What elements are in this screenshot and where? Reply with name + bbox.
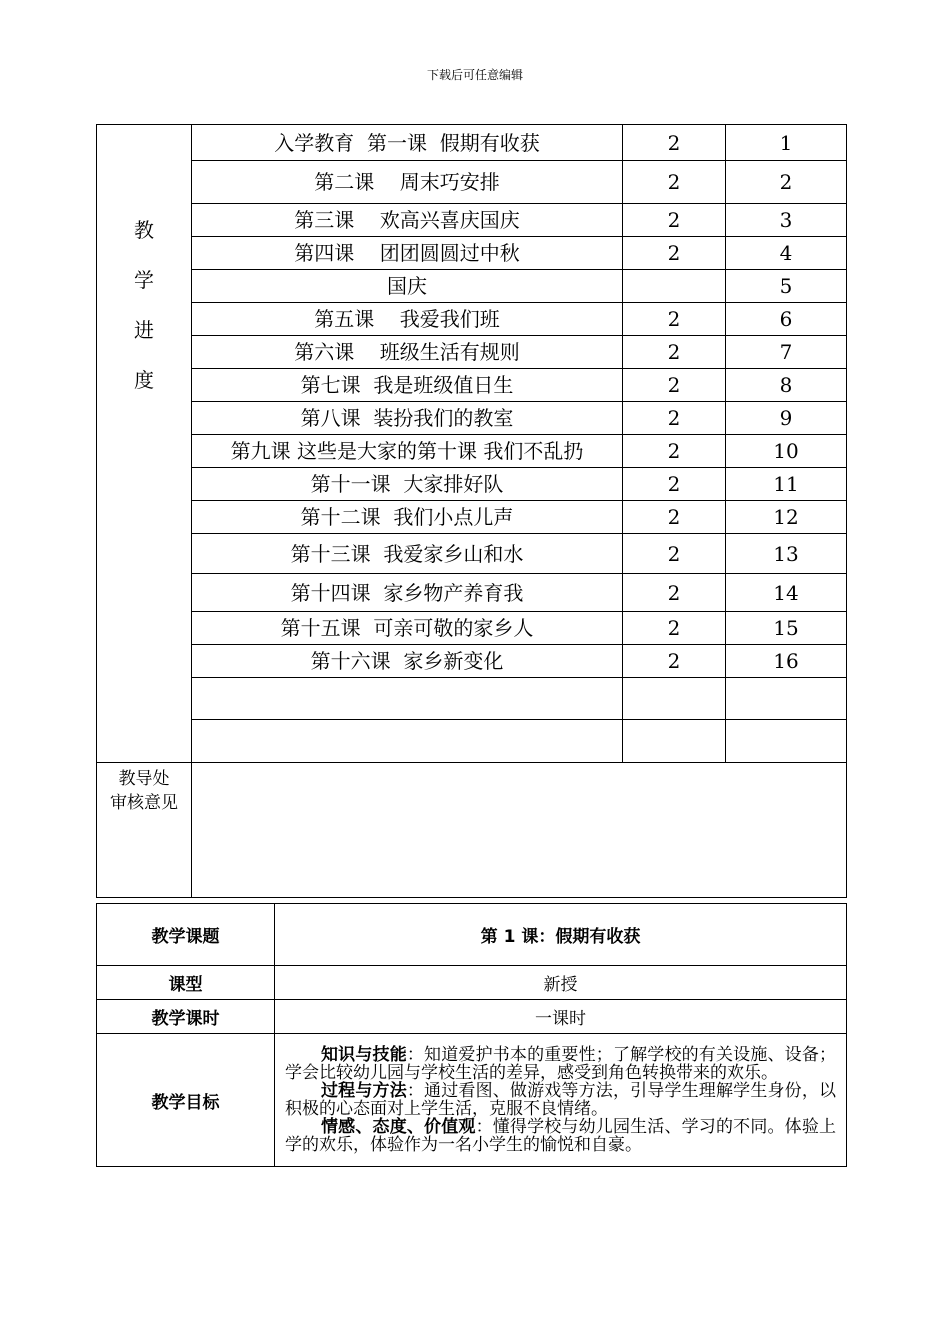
lesson-week-cell: 4 <box>726 237 847 270</box>
lesson-hours-cell: 2 <box>623 645 726 678</box>
lesson-name-cell: 第十二课 我们小点儿声 <box>192 501 623 534</box>
lesson-week-cell <box>726 720 847 763</box>
side-label-char: 进 <box>134 318 154 342</box>
goal-text: ：通过看图、做游戏等方法，引导学生理解学生身份，以积极的心态面对上学生活，克服不良情绪。 <box>285 1081 837 1119</box>
schedule-row <box>97 303 847 336</box>
lesson-hours-cell <box>623 678 726 720</box>
lesson-week-cell: 1 <box>726 125 847 161</box>
lesson-hours-cell: 2 <box>623 369 726 402</box>
lesson-week-cell: 6 <box>726 303 847 336</box>
lesson-week-cell: 7 <box>726 336 847 369</box>
lesson-week-cell: 9 <box>726 402 847 435</box>
lesson-week-cell: 3 <box>726 204 847 237</box>
schedule-row <box>97 204 847 237</box>
schedule-side-label <box>97 125 192 763</box>
lesson-name-cell: 第十一课 大家排好队 <box>192 468 623 501</box>
schedule-row <box>97 336 847 369</box>
goal-emotion <box>285 1118 836 1154</box>
review-label-line: 审核意见 <box>110 793 178 813</box>
lesson-name-cell: 第十六课 家乡新变化 <box>192 645 623 678</box>
review-label-line: 教导处 <box>118 769 170 789</box>
goal-knowledge <box>285 1046 836 1082</box>
lesson-name-cell: 第十五课 可亲可敬的家乡人 <box>192 612 623 645</box>
lesson-hours-cell: 2 <box>623 204 726 237</box>
side-label-char: 学 <box>134 268 154 292</box>
lesson-week-cell: 13 <box>726 534 847 574</box>
type-label: 课型 <box>97 966 275 1000</box>
lesson-hours-cell: 2 <box>623 534 726 574</box>
lesson-week-cell: 10 <box>726 435 847 468</box>
side-label-char: 教 <box>134 218 154 242</box>
schedule-row <box>97 612 847 645</box>
lesson-week-cell: 12 <box>726 501 847 534</box>
header-note: 下载后可任意编辑 <box>426 68 523 82</box>
lesson-week-cell: 5 <box>726 270 847 303</box>
lesson-hours-cell: 2 <box>623 237 726 270</box>
lesson-name-cell: 第八课 装扮我们的教室 <box>192 402 623 435</box>
side-label-char: 度 <box>134 368 154 392</box>
lesson-hours-cell: 2 <box>623 125 726 161</box>
lesson-hours-cell: 2 <box>623 501 726 534</box>
goals-content <box>275 1034 847 1167</box>
goal-title: 知识与技能 <box>321 1045 407 1065</box>
review-label <box>97 763 192 898</box>
goal-title: 情感、态度、价值观 <box>321 1117 476 1137</box>
lesson-hours-cell: 2 <box>623 303 726 336</box>
lesson-name-cell: 第九课 这些是大家的第十课 我们不乱扔 <box>192 435 623 468</box>
teaching-schedule-table <box>96 124 847 898</box>
lesson-hours-cell: 2 <box>623 435 726 468</box>
hours-value: 一课时 <box>275 1000 847 1034</box>
lesson-hours-cell <box>623 270 726 303</box>
lesson-week-cell: 11 <box>726 468 847 501</box>
lesson-plan-table <box>96 903 847 1167</box>
lesson-week-cell: 15 <box>726 612 847 645</box>
lesson-name-cell: 第五课 我爱我们班 <box>192 303 623 336</box>
schedule-row <box>97 501 847 534</box>
schedule-row <box>97 161 847 204</box>
schedule-row <box>97 574 847 612</box>
lesson-name-cell: 第七课 我是班级值日生 <box>192 369 623 402</box>
hours-label: 教学课时 <box>97 1000 275 1034</box>
lesson-hours-cell: 2 <box>623 468 726 501</box>
lesson-name-cell: 入学教育 第一课 假期有收获 <box>192 125 623 161</box>
goal-text: ：懂得学校与幼儿园生活、学习的不同。体验上学的欢乐，体验作为一名小学生的愉悦和自豪。 <box>285 1117 837 1155</box>
lesson-week-cell <box>726 678 847 720</box>
lesson-name-cell: 第四课 团团圆圆过中秋 <box>192 237 623 270</box>
schedule-row <box>97 369 847 402</box>
lesson-week-cell: 14 <box>726 574 847 612</box>
lesson-name-cell: 国庆 <box>192 270 623 303</box>
schedule-row <box>97 125 847 161</box>
lesson-hours-cell: 2 <box>623 574 726 612</box>
review-content <box>192 763 847 898</box>
review-row <box>97 763 847 898</box>
lesson-name-cell: 第二课 周末巧安排 <box>192 161 623 204</box>
topic-label: 教学课题 <box>97 904 275 966</box>
lesson-week-cell: 2 <box>726 161 847 204</box>
lesson-name-cell: 第十三课 我爱家乡山和水 <box>192 534 623 574</box>
schedule-row <box>97 645 847 678</box>
goal-title: 过程与方法 <box>321 1081 407 1101</box>
lesson-name-cell: 第三课 欢高兴喜庆国庆 <box>192 204 623 237</box>
lesson-name-cell <box>192 720 623 763</box>
lesson-week-cell: 16 <box>726 645 847 678</box>
lesson-name-cell: 第六课 班级生活有规则 <box>192 336 623 369</box>
lesson-name-cell: 第十四课 家乡物产养育我 <box>192 574 623 612</box>
lesson-week-cell: 8 <box>726 369 847 402</box>
schedule-row <box>97 237 847 270</box>
lesson-hours-cell: 2 <box>623 161 726 204</box>
lesson-hours-cell: 2 <box>623 336 726 369</box>
goal-text: ：知道爱护书本的重要性；了解学校的有关设施、设备；学会比较幼儿园与学校生活的差异，感受到角色转换带来的欢乐。 <box>285 1045 837 1083</box>
lesson-hours-cell <box>623 720 726 763</box>
schedule-row <box>97 720 847 763</box>
lesson-name-cell <box>192 678 623 720</box>
schedule-row <box>97 534 847 574</box>
schedule-row <box>97 435 847 468</box>
schedule-row <box>97 270 847 303</box>
lesson-hours-cell: 2 <box>623 612 726 645</box>
schedule-row <box>97 468 847 501</box>
schedule-row <box>97 402 847 435</box>
goals-label: 教学目标 <box>97 1034 275 1167</box>
schedule-row <box>97 678 847 720</box>
lesson-hours-cell: 2 <box>623 402 726 435</box>
topic-value: 第 1 课：假期有收获 <box>275 904 847 966</box>
type-value: 新授 <box>275 966 847 1000</box>
goal-process <box>285 1082 836 1118</box>
